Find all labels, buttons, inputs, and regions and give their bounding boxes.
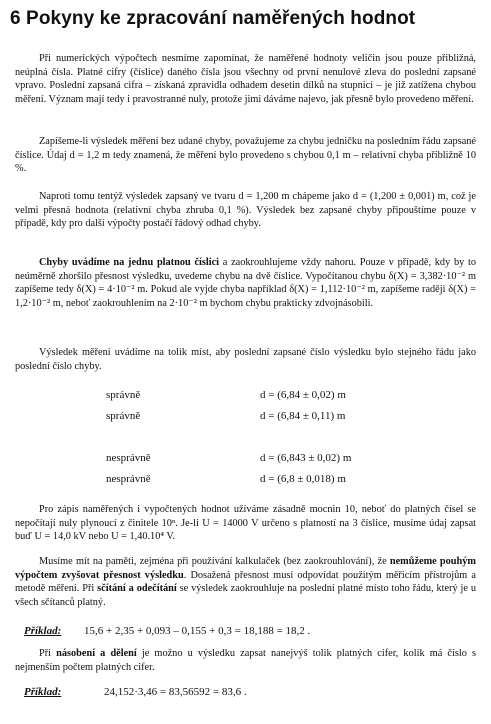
example-value: d = (6,8 ± 0,018) m — [260, 473, 346, 485]
example-value: d = (6,84 ± 0,11) m — [260, 410, 346, 422]
example-heading: Příklad: — [24, 686, 62, 698]
example-expression: 24,152·3,46 = 83,56592 = 83,6 . — [104, 686, 247, 698]
paragraph-error-notation: Zapíšeme-li výsledek měření bez udané chyby, považujeme za chybu jedničku na posledním řádu zapsané číslice. Údaj d = 1,2 m tedy znamená, že měření bylo provedeno s chybou 0,1 m – relativní chyba přibližně 10 %. — [15, 136, 476, 174]
paragraph-error-rounding: Chyby uvádíme na jednu platnou číslici a zaokrouhlujeme vždy nahoru. Pouze v případě, kdy by to neúměrně zhoršilo přesnost výsledku, uvedeme chybu na dvě číslice. Vypočítanou chybu δ(X) = 3,382·10⁻² m zapíšeme tedy δ(X) = 4·10⁻² m. Pokud ale vyjde chyba například δ(X) = 1,112·10⁻² m, zapíšeme raději δ(X) = 1,2·10⁻² m, neboť zaokrouhlením na 2·10⁻² m bychom chybu prakticky zdvojnásobili. — [15, 257, 477, 309]
example-label: nesprávně — [106, 473, 151, 485]
example-value: d = (6,84 ± 0,02) m — [260, 389, 346, 401]
paragraph-calculator-precision: Musíme mít na paměti, zejména při používání kalkulaček (bez zaokrouhlování), že nemůžeme pouhým výpočtem zvyšovat přesnost výsledku. Dosažená přesnost musí odpovídat použitým měřicím přístrojům a metodě měření. Při sčítání a odečítání se výsledek zaokrouhluje na poslední platné místo toho řádu, který je u všech sčítanců platný. — [15, 556, 476, 608]
example-expression: 15,6 + 2,35 + 0,093 – 0,155 + 0,3 = 18,188 = 18,2 . — [84, 625, 311, 637]
example-heading: Příklad: — [24, 625, 62, 637]
paragraph-result-digits: Výsledek měření uvádíme na tolik míst, aby poslední zapsané číslo výsledku bylo stejného řádu jako poslední číslo chyby. — [15, 347, 476, 372]
paragraph-powers-of-ten: Pro zápis naměřených i vypočtených hodnot užíváme zásadně mocnin 10, neboť do platných čísel se nepočítají nuly plynoucí z činitele 10ⁿ. Je-li U = 14000 V určeno s platností na 3 číslice, musíme údaj zapsat buď U = 14,0 kV nebo U = 1,40.10⁴ V. — [15, 504, 476, 542]
paragraph-multiplication: Při násobení a dělení je možno u výsledku zapsat nanejvýš tolik platných cifer, kolik má číslo s nejmenším počtem platných cifer. — [15, 648, 476, 673]
section-heading: 6 Pokyny ke zpracování naměřených hodnot — [10, 8, 416, 29]
paragraph-precise-value: Naproti tomu tentýž výsledek zapsaný ve tvaru d = 1,200 m chápeme jako d = (1,200 ± 0,001) m, což je velmi přesná hodnota (relativní chyba zhruba 0,1 %). Výsledek bez zapsané chyby připouštíme pouze v případě, kdy pro další výpočty postačí řádový odhad chyby. — [15, 191, 476, 229]
example-label: správně — [106, 410, 141, 422]
example-label: správně — [106, 389, 141, 401]
example-label: nesprávně — [106, 452, 151, 464]
paragraph-significant-figures: Při numerických výpočtech nesmíme zapomínat, že naměřené hodnoty veličin jsou pouze přibližná, neúplná čísla. Platné cifry (číslice) daného čísla jsou všechny od první nenulové zleva do poslední zapsané vpravo. Poslední zapsaná cifra – získaná zpravidla odhadem desetin dílků na stupnici – je již zatížena chybou měření. Význam mají tedy i pravostranné nuly, protože jimi dáváme najevo, jak přesně bylo provedeno měření. — [15, 53, 476, 105]
example-value: d = (6,843 ± 0,02) m — [260, 452, 352, 464]
